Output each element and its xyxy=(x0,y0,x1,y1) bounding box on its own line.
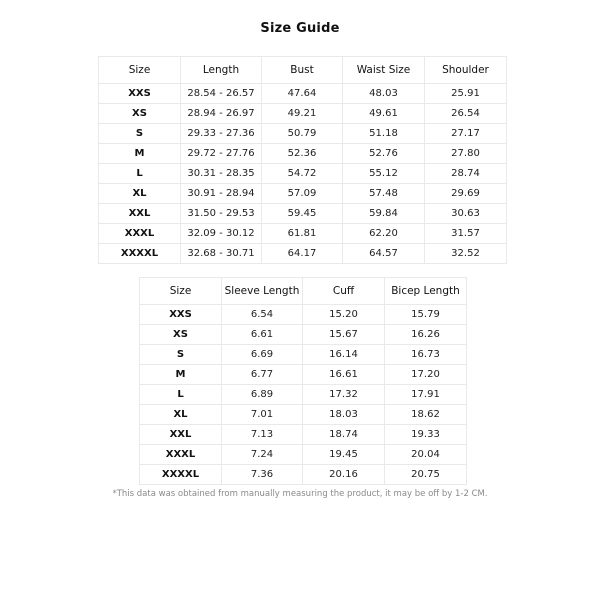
measurement-cell: 19.45 xyxy=(303,445,385,465)
measurement-cell: 30.31 - 28.35 xyxy=(181,164,262,184)
table-row xyxy=(99,244,507,264)
table-header-row xyxy=(99,57,507,84)
measurement-cell: 20.75 xyxy=(385,465,467,485)
measurement-cell: 17.91 xyxy=(385,385,467,405)
table-row xyxy=(99,224,507,244)
size-label: L xyxy=(99,164,181,184)
measurement-cell: 31.57 xyxy=(425,224,507,244)
column-header: Sleeve Length xyxy=(222,278,303,305)
table-row xyxy=(99,84,507,104)
size-label: XXXL xyxy=(140,445,222,465)
page-title: Size Guide xyxy=(260,21,340,36)
column-header: Size xyxy=(140,278,222,305)
measurement-cell: 20.16 xyxy=(303,465,385,485)
column-header: Shoulder xyxy=(425,57,507,84)
measurement-cell: 55.12 xyxy=(343,164,425,184)
size-label: XXXL xyxy=(99,224,181,244)
table-row xyxy=(99,184,507,204)
measurement-cell: 32.09 - 30.12 xyxy=(181,224,262,244)
size-label: XL xyxy=(140,405,222,425)
measurement-cell: 47.64 xyxy=(262,84,343,104)
table-row xyxy=(140,325,467,345)
measurement-cell: 6.61 xyxy=(222,325,303,345)
measurement-cell: 15.67 xyxy=(303,325,385,345)
measurement-cell: 16.14 xyxy=(303,345,385,365)
measurement-cell: 7.01 xyxy=(222,405,303,425)
measurement-cell: 17.32 xyxy=(303,385,385,405)
measurement-cell: 31.50 - 29.53 xyxy=(181,204,262,224)
table-row xyxy=(140,385,467,405)
table-row xyxy=(99,204,507,224)
table-row xyxy=(140,365,467,385)
measurement-cell: 30.91 - 28.94 xyxy=(181,184,262,204)
measurement-cell: 6.54 xyxy=(222,305,303,325)
table-row xyxy=(140,345,467,365)
measurement-cell: 49.61 xyxy=(343,104,425,124)
table-row xyxy=(140,305,467,325)
size-table-body-measurements xyxy=(98,56,507,264)
measurement-cell: 18.74 xyxy=(303,425,385,445)
table-row xyxy=(99,124,507,144)
measurement-cell: 32.52 xyxy=(425,244,507,264)
measurement-cell: 29.72 - 27.76 xyxy=(181,144,262,164)
measurement-cell: 6.69 xyxy=(222,345,303,365)
size-label: XXXXL xyxy=(99,244,181,264)
table-row xyxy=(140,405,467,425)
table-header-row xyxy=(140,278,467,305)
measurement-cell: 50.79 xyxy=(262,124,343,144)
measurement-cell: 59.84 xyxy=(343,204,425,224)
column-header: Waist Size xyxy=(343,57,425,84)
measurement-cell: 32.68 - 30.71 xyxy=(181,244,262,264)
measurement-cell: 61.81 xyxy=(262,224,343,244)
column-header: Size xyxy=(99,57,181,84)
measurement-cell: 15.20 xyxy=(303,305,385,325)
measurement-cell: 30.63 xyxy=(425,204,507,224)
table-row xyxy=(99,104,507,124)
column-header: Cuff xyxy=(303,278,385,305)
measurement-cell: 6.77 xyxy=(222,365,303,385)
measurement-cell: 18.03 xyxy=(303,405,385,425)
measurement-cell: 16.61 xyxy=(303,365,385,385)
table-row xyxy=(140,445,467,465)
size-label: L xyxy=(140,385,222,405)
measurement-cell: 28.74 xyxy=(425,164,507,184)
size-label: XXXXL xyxy=(140,465,222,485)
measurement-cell: 29.69 xyxy=(425,184,507,204)
measurement-cell: 48.03 xyxy=(343,84,425,104)
measurement-cell: 27.80 xyxy=(425,144,507,164)
column-header: Bust xyxy=(262,57,343,84)
measurement-cell: 16.26 xyxy=(385,325,467,345)
measurement-cell: 16.73 xyxy=(385,345,467,365)
measurement-cell: 17.20 xyxy=(385,365,467,385)
measurement-cell: 54.72 xyxy=(262,164,343,184)
size-label: S xyxy=(99,124,181,144)
measurement-cell: 19.33 xyxy=(385,425,467,445)
table-row xyxy=(140,425,467,445)
measurement-cell: 20.04 xyxy=(385,445,467,465)
measurement-cell: 7.36 xyxy=(222,465,303,485)
measurement-cell: 29.33 - 27.36 xyxy=(181,124,262,144)
measurement-cell: 28.94 - 26.97 xyxy=(181,104,262,124)
measurement-cell: 57.09 xyxy=(262,184,343,204)
size-label: M xyxy=(140,365,222,385)
size-label: XXS xyxy=(140,305,222,325)
measurement-cell: 64.17 xyxy=(262,244,343,264)
measurement-cell: 59.45 xyxy=(262,204,343,224)
measurement-cell: 25.91 xyxy=(425,84,507,104)
table-row xyxy=(140,465,467,485)
measurement-cell: 6.89 xyxy=(222,385,303,405)
measurement-cell: 52.36 xyxy=(262,144,343,164)
column-header: Length xyxy=(181,57,262,84)
size-table-sleeve-measurements xyxy=(139,277,467,485)
size-label: XS xyxy=(99,104,181,124)
size-label: XXS xyxy=(99,84,181,104)
size-label: XXL xyxy=(99,204,181,224)
table-row xyxy=(99,144,507,164)
size-label: XS xyxy=(140,325,222,345)
measurement-cell: 15.79 xyxy=(385,305,467,325)
column-header: Bicep Length xyxy=(385,278,467,305)
measurement-cell: 64.57 xyxy=(343,244,425,264)
measurement-cell: 51.18 xyxy=(343,124,425,144)
size-label: M xyxy=(99,144,181,164)
measurement-cell: 7.13 xyxy=(222,425,303,445)
measurement-cell: 52.76 xyxy=(343,144,425,164)
measurement-cell: 49.21 xyxy=(262,104,343,124)
measurement-disclaimer: *This data was obtained from manually measuring the product, it may be off by 1-2 CM. xyxy=(112,489,488,499)
size-label: S xyxy=(140,345,222,365)
measurement-cell: 26.54 xyxy=(425,104,507,124)
measurement-cell: 18.62 xyxy=(385,405,467,425)
measurement-cell: 57.48 xyxy=(343,184,425,204)
measurement-cell: 62.20 xyxy=(343,224,425,244)
size-label: XXL xyxy=(140,425,222,445)
measurement-cell: 28.54 - 26.57 xyxy=(181,84,262,104)
size-label: XL xyxy=(99,184,181,204)
measurement-cell: 7.24 xyxy=(222,445,303,465)
table-row xyxy=(99,164,507,184)
measurement-cell: 27.17 xyxy=(425,124,507,144)
